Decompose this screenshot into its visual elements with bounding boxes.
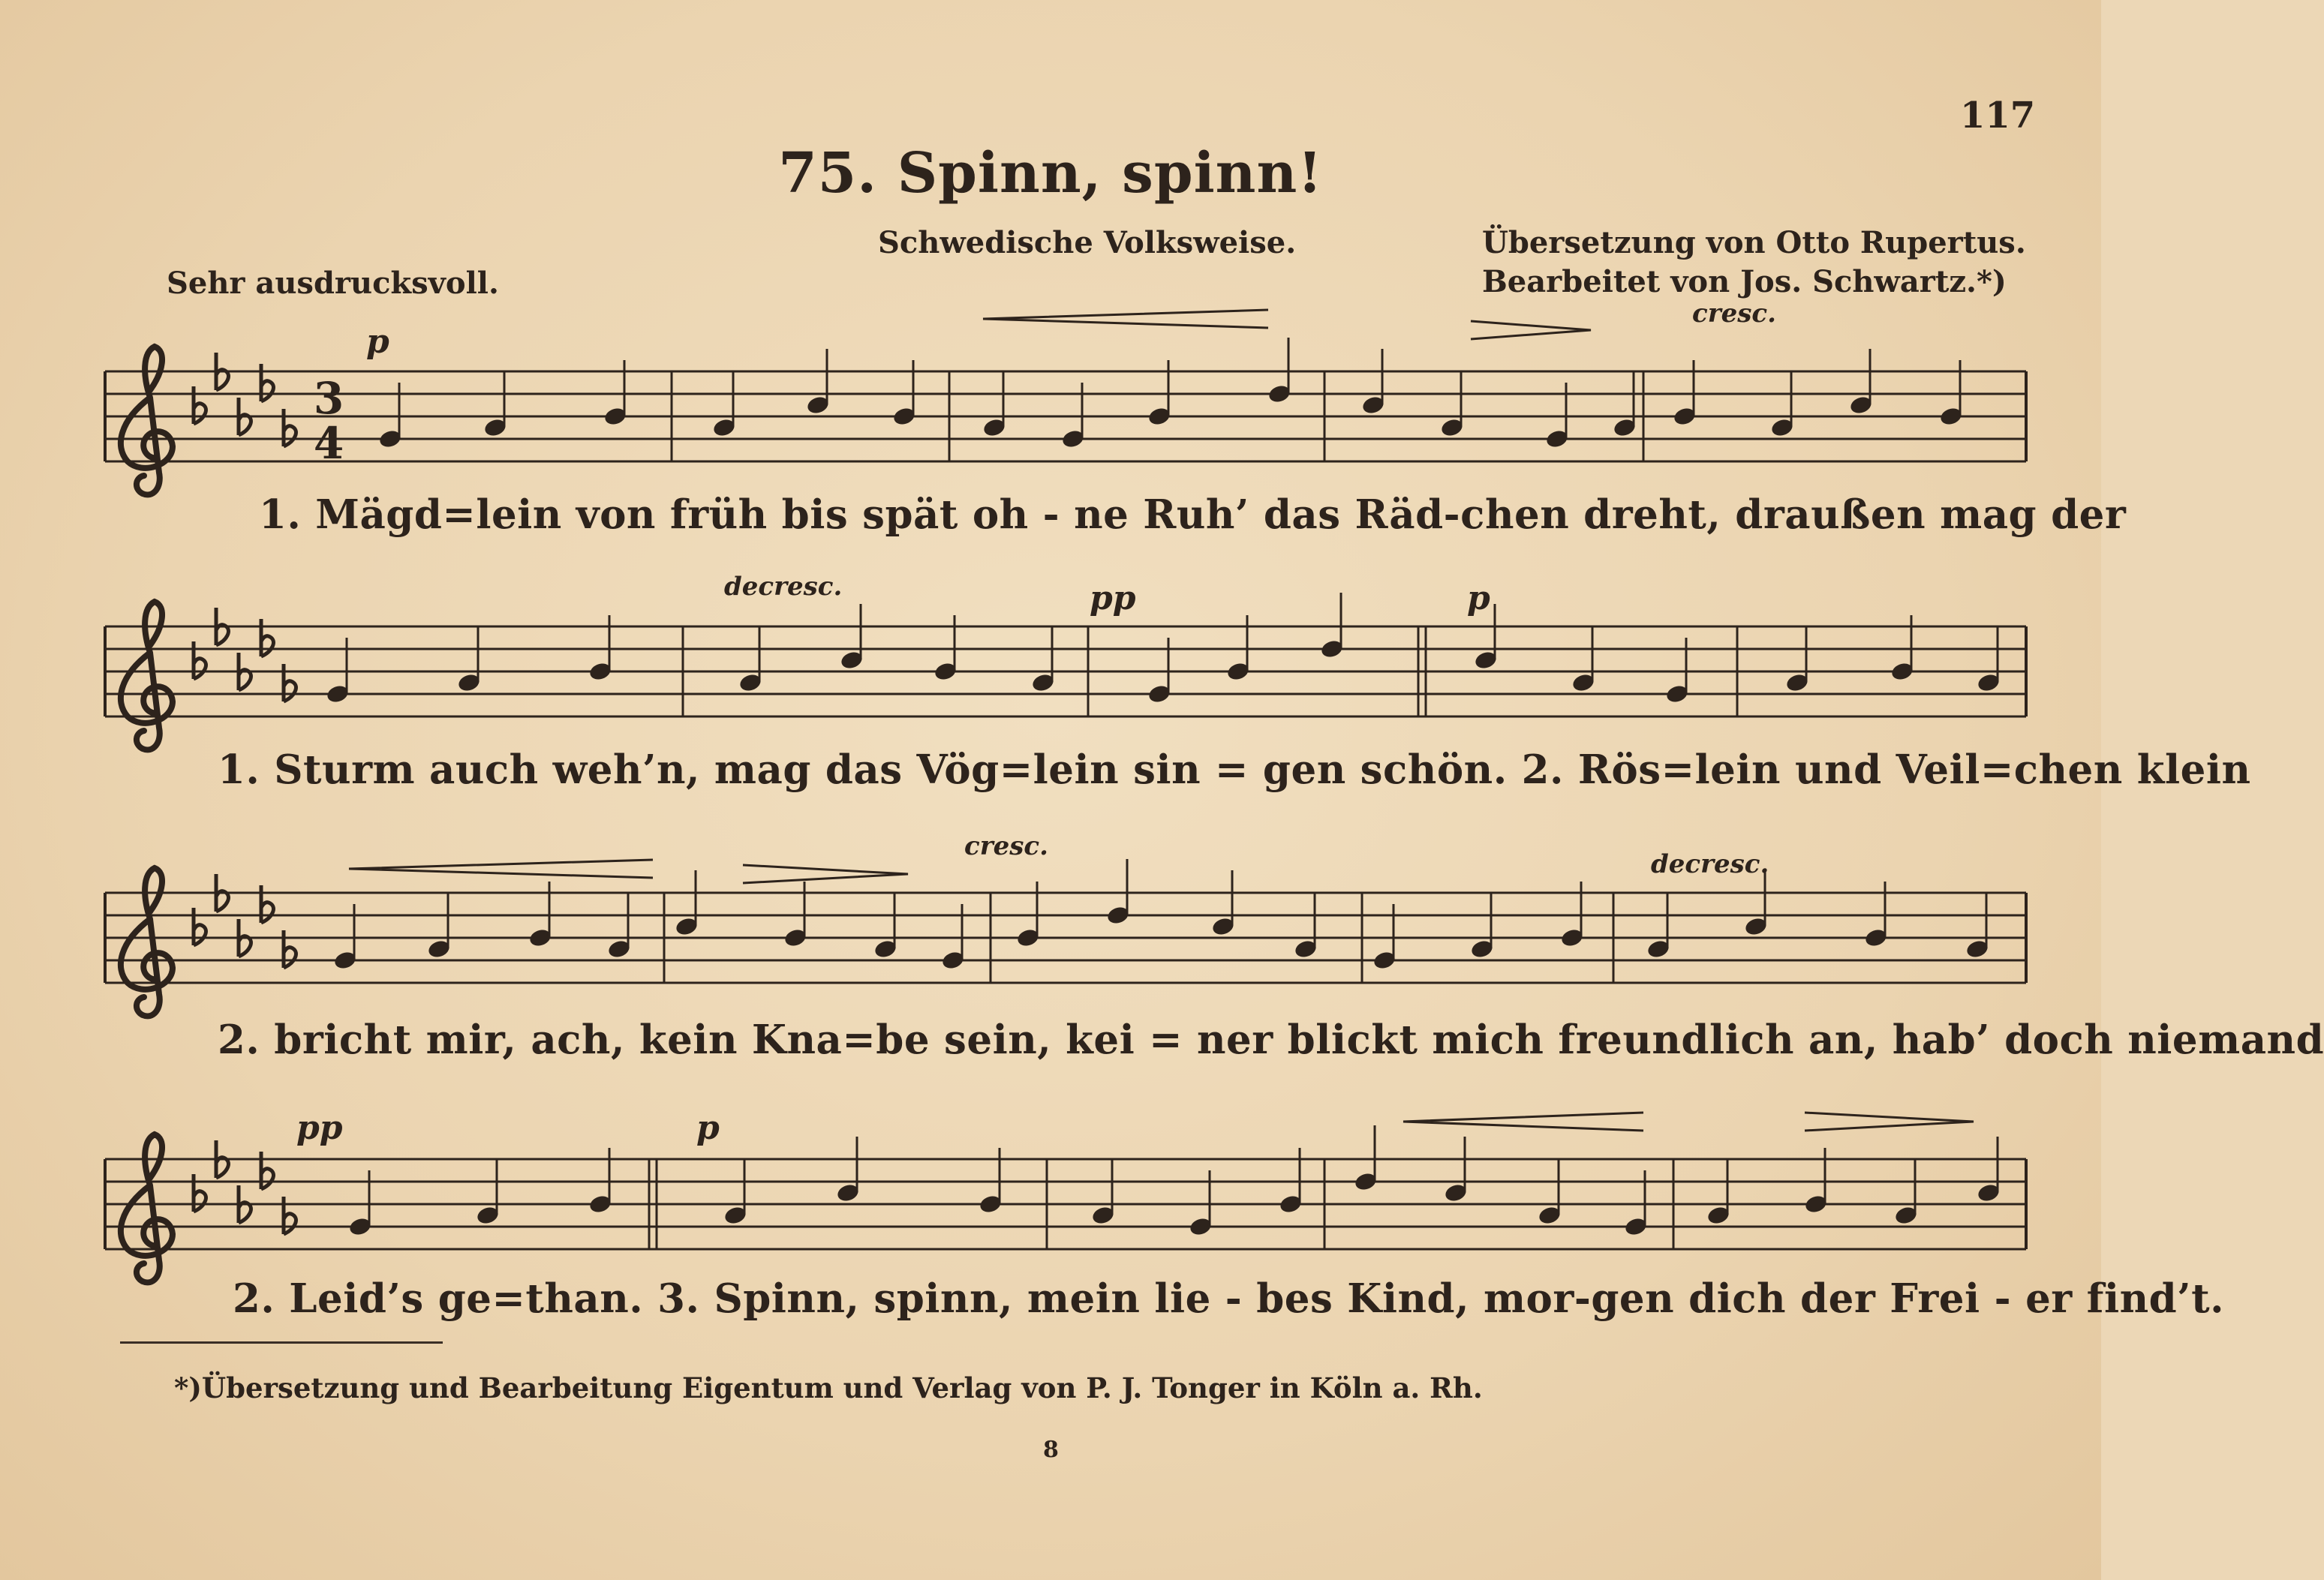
dynamic-marking: decresc. bbox=[1651, 849, 1769, 879]
arrangement-credit: Bearbeitet von Jos. Schwartz.*) bbox=[1482, 264, 2007, 299]
decrescendo-hairpin bbox=[1471, 321, 1591, 339]
treble-clef bbox=[121, 868, 173, 1016]
dynamic-marking: decresc. bbox=[724, 572, 843, 602]
signature-mark: 8 bbox=[1043, 1437, 1059, 1463]
flat-sign bbox=[239, 1185, 251, 1223]
time-sig-numerator: 3 bbox=[313, 373, 344, 424]
flat-sign bbox=[284, 930, 296, 968]
decrescendo-hairpin bbox=[743, 865, 908, 883]
treble-clef bbox=[121, 602, 173, 749]
dynamic-marking: p bbox=[1467, 579, 1490, 617]
staff-system bbox=[105, 338, 2026, 494]
tempo-marking: Sehr ausdrucksvoll. bbox=[167, 266, 499, 301]
flat-sign bbox=[284, 664, 296, 701]
flat-sign bbox=[239, 398, 251, 435]
melody-source: Schwedische Volksweise. bbox=[878, 225, 1297, 260]
decrescendo-hairpin bbox=[1805, 1113, 1974, 1131]
dynamic-marking: cresc. bbox=[964, 831, 1048, 861]
footnote-rule bbox=[120, 1341, 443, 1344]
crescendo-hairpin bbox=[983, 310, 1268, 328]
flat-sign bbox=[216, 353, 228, 390]
flat-sign bbox=[284, 1197, 296, 1234]
footnote: *)Übersetzung und Bearbeitung Eigentum und Verlag von P. J. Tonger in Köln a. Rh. bbox=[174, 1371, 1483, 1404]
flat-sign bbox=[216, 874, 228, 912]
flat-sign bbox=[194, 908, 206, 945]
translation-credit: Übersetzung von Otto Rupertus. bbox=[1482, 225, 2026, 260]
dynamic-marking: p bbox=[696, 1109, 720, 1147]
page-number: 117 bbox=[1960, 95, 2036, 137]
time-sig-denominator: 4 bbox=[313, 418, 344, 469]
flat-sign bbox=[261, 1152, 273, 1189]
staff-system bbox=[105, 593, 2026, 749]
lyric-line: 1. Mägd=lein von früh bis spät oh ‐ ne Ruh’ das Räd‐chen dreht, draußen mag der bbox=[259, 491, 2127, 538]
flat-sign bbox=[194, 386, 206, 424]
treble-clef bbox=[121, 347, 173, 494]
flat-sign bbox=[261, 885, 273, 923]
flat-sign bbox=[239, 653, 251, 690]
crescendo-hairpin bbox=[349, 860, 653, 878]
staff-system bbox=[105, 859, 2026, 1016]
flat-sign bbox=[194, 641, 206, 679]
lyric-line: 1. Sturm auch weh’n, mag das Vög=lein sin = gen schön. 2. Rös=lein und Veil=chen klein bbox=[218, 746, 2251, 793]
flat-sign bbox=[216, 1140, 228, 1178]
flat-sign bbox=[284, 409, 296, 446]
song-title: 75. Spinn, spinn! bbox=[778, 141, 1323, 206]
flat-sign bbox=[261, 619, 273, 656]
lyric-line: 2. bricht mir, ach, kein Kna=be sein, kei = ner blickt mich freundlich an, hab’ doch niemand bbox=[218, 1017, 2324, 1063]
dynamic-marking: p bbox=[366, 323, 389, 361]
flat-sign bbox=[216, 608, 228, 645]
staff-system bbox=[105, 1125, 2026, 1282]
flat-sign bbox=[261, 364, 273, 401]
lyric-line: 2. Leid’s ge=than. 3. Spinn, spinn, mein lie ‐ bes Kind, mor‐gen dich der Frei ‐ er find’t. bbox=[233, 1275, 2225, 1322]
dynamic-marking: pp bbox=[1090, 579, 1136, 617]
dynamic-marking: cresc. bbox=[1692, 299, 1776, 329]
dynamic-marking: pp bbox=[296, 1109, 343, 1147]
treble-clef bbox=[121, 1134, 173, 1282]
crescendo-hairpin bbox=[1403, 1113, 1643, 1131]
flat-sign bbox=[239, 919, 251, 957]
flat-sign bbox=[194, 1174, 206, 1212]
